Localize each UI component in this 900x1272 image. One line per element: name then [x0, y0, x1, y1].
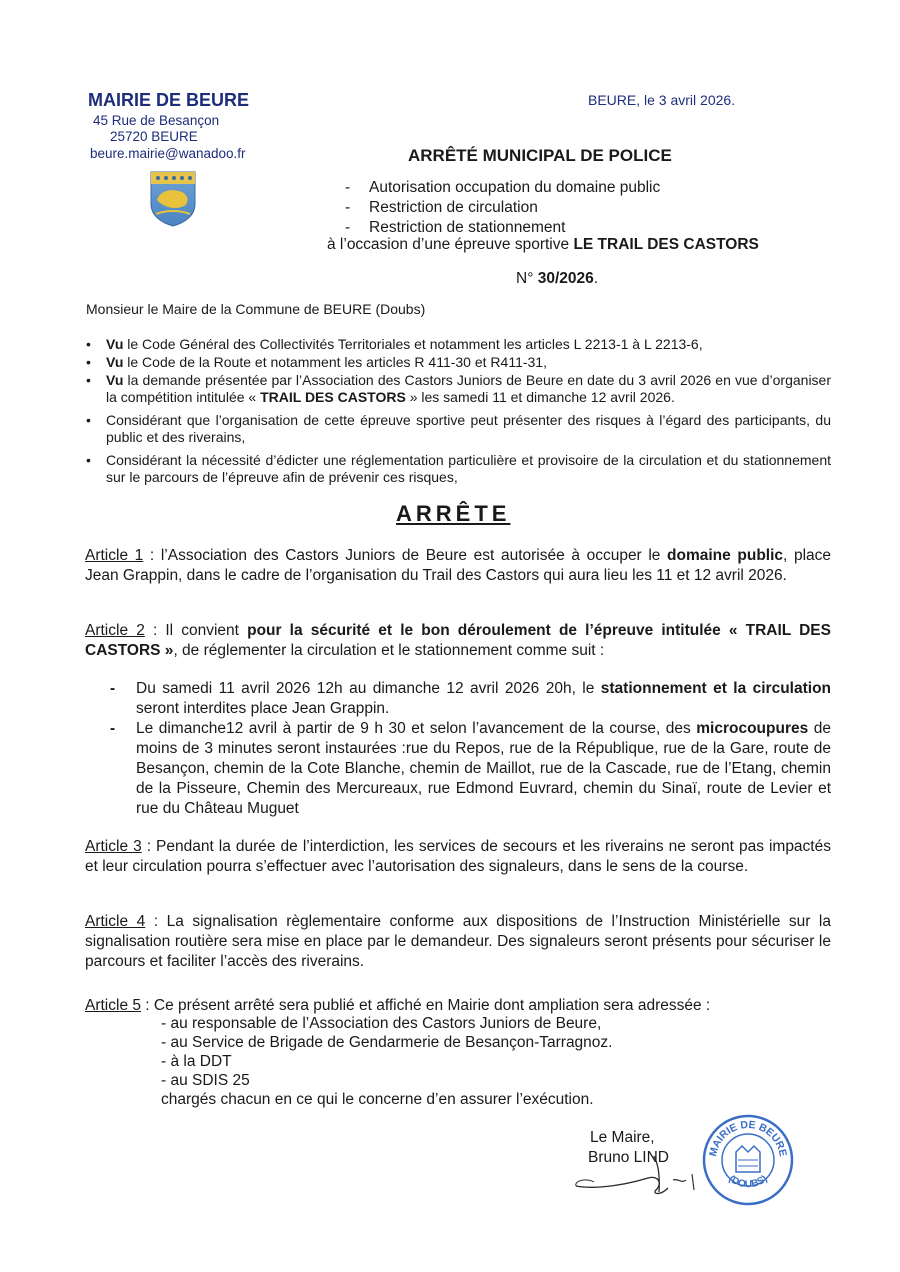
- considerant-item: • Vu le Code Général des Collectivités Territoriales et notamment les articles L 2213-1 à L 2213-6,: [86, 336, 703, 352]
- date-line: BEURE, le 3 avril 2026.: [588, 92, 736, 108]
- arrete-title: ARRÊTÉ MUNICIPAL DE POLICE: [408, 146, 672, 165]
- signatory-name: Bruno LIND: [588, 1149, 669, 1166]
- considerant-item: • Considérant que l’organisation de cette épreuve sportive peut présenter des risques à l’égard des participants, du public et des riverains,: [86, 412, 831, 445]
- article-label: Article 5: [85, 997, 141, 1014]
- subject-item: - Restriction de circulation: [345, 199, 538, 216]
- official-stamp-icon: [700, 1112, 796, 1208]
- destinataire-item: - au Service de Brigade de Gendarmerie de Besançon-Tarragnoz.: [161, 1034, 613, 1051]
- mairie-address-city: 25720 BEURE: [110, 129, 198, 144]
- subject-item: - Restriction de stationnement: [345, 219, 566, 236]
- article-2: Article 2 : Il convient pour la sécurité et le bon déroulement de l’épreuve intitulée « TRAIL DES CASTORS », de réglementer la circulation et le stationnement comme suit :: [85, 622, 831, 659]
- arrete-number: N° 30/2026.: [516, 270, 599, 287]
- arrete-heading: ARRÊTE: [396, 501, 511, 526]
- article-4: Article 4 : La signalisation règlementaire conforme aux dispositions de l’Instruction Ministérielle sur la signalisation routière sera mise en place par le demandeur. Des signaleurs seront présents pour sécuriser le parcours et faciliter l’accès des riverains.: [85, 913, 831, 970]
- destinataire-item: - à la DDT: [161, 1053, 232, 1070]
- svg-text:(DOUBS): (DOUBS): [726, 1173, 770, 1191]
- considerant-item: • Vu le Code de la Route et notamment les articles R 411-30 et R411-31,: [86, 354, 547, 370]
- svg-text:MAIRIE DE BEURE: MAIRIE DE BEURE: [707, 1118, 789, 1158]
- regulation-item: - Du samedi 11 avril 2026 12h au dimanche 12 avril 2026 20h, le stationnement et la circulation seront interdites place Jean Grappin.: [110, 680, 832, 717]
- execution-clause: chargés chacun en ce qui le concerne d’en assurer l’exécution.: [161, 1091, 594, 1108]
- town-crest-icon: [148, 170, 198, 228]
- mairie-name: MAIRIE DE BEURE: [88, 90, 250, 110]
- signatory-role: Le Maire,: [590, 1129, 655, 1146]
- event-occasion: à l’occasion d’une épreuve sportive LE TRAIL DES CASTORS: [327, 236, 759, 253]
- article-label: Article 3: [85, 838, 142, 855]
- maire-intro: Monsieur le Maire de la Commune de BEURE (Doubs): [86, 301, 426, 317]
- article-label: Article 2: [85, 622, 145, 639]
- article-label: Article 4: [85, 913, 146, 930]
- event-name: LE TRAIL DES CASTORS: [573, 236, 759, 253]
- regulation-item: - Le dimanche12 avril à partir de 9 h 30 et selon l’avancement de la course, des microcoupures de moins de 3 minutes seront instaurées :rue du Repos, rue de la République, rue de la Gare, route de Besançon, chemin de la Cote Blanche, chemin de Maillot, rue de la Cascade, rue de l’Etang, chemin de la Pisseure, Chemin des Mercureaux, rue Edmond Euvrard, chemin du Sinaï, route de Levier et rue du Château Muguet: [110, 720, 831, 817]
- article-1: Article 1 : l’Association des Castors Juniors de Beure est autorisée à occuper le domaine public, place Jean Grappin, dans le cadre de l’organisation du Trail des Castors qui aura lieu les 11 et 12 avril 2026.: [85, 547, 832, 584]
- article-label: Article 1: [85, 547, 144, 564]
- subject-item: - Autorisation occupation du domaine public: [345, 179, 661, 196]
- considerant-item: • Considérant la nécessité d’édicter une réglementation particulière et provisoire de la circulation et du stationnement sur le parcours de l’épreuve afin de prévenir ces risques,: [86, 452, 831, 485]
- article-5: Article 5 : Ce présent arrêté sera publié et affiché en Mairie dont ampliation sera adressée :: [85, 997, 711, 1014]
- handwritten-signature-icon: [568, 1150, 718, 1200]
- article-3: Article 3 : Pendant la durée de l’interdiction, les services de secours et les riverains ne seront pas impactés et leur circulation pourra s’effectuer avec l’autorisation des signaleurs, dans le sens de la course.: [85, 838, 831, 875]
- mairie-address-street: 45 Rue de Besançon: [93, 113, 220, 128]
- destinataire-item: - au responsable de l’Association des Castors Juniors de Beure,: [161, 1015, 602, 1032]
- mairie-email: beure.mairie@wanadoo.fr: [90, 146, 246, 161]
- considerant-item: • Vu la demande présentée par l’Association des Castors Juniors de Beure en date du 3 avril 2026 en vue d’organiser la compétition intitulée « TRAIL DES CASTORS » les samedi 11 et dimanche 12 avril 2026.: [86, 372, 831, 405]
- destinataire-item: - au SDIS 25: [161, 1072, 250, 1089]
